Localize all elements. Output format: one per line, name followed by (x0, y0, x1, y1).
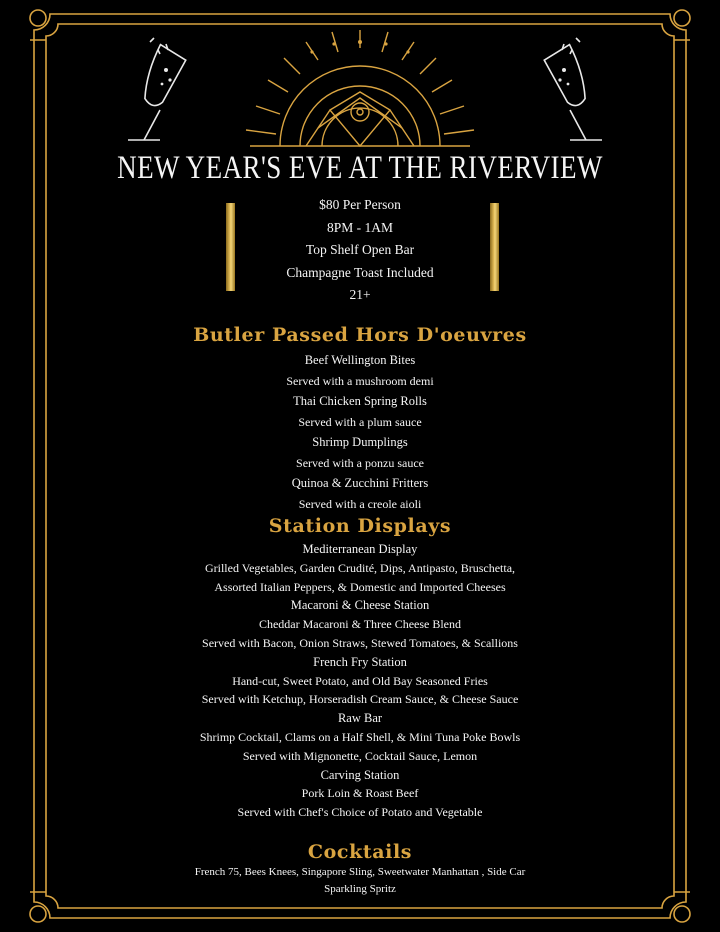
section-cocktails (60, 839, 660, 865)
item-name: Thai Chicken Spring Rolls (293, 394, 427, 408)
champagne-glass-icon (530, 36, 610, 148)
item-name: Beef Wellington Bites (304, 353, 416, 367)
info-time: 8PM - 1AM (326, 219, 393, 235)
section-heading: Station Displays (268, 515, 452, 537)
section-stations (60, 513, 660, 539)
item-desc: Served with Mignonette, Cocktail Sauce, Lemon (242, 748, 478, 763)
list-item (60, 540, 660, 596)
item-desc: Served with a ponzu sauce (296, 455, 424, 470)
info-bar: Top Shelf Open Bar (305, 242, 415, 257)
item-desc: Grilled Vegetables, Garden Crudité, Dips, Antipasto, Bruschetta, (204, 560, 516, 575)
item-desc: Cheddar Macaroni & Three Cheese Blend (258, 617, 462, 632)
list-item (60, 473, 660, 514)
item-desc: Assorted Italian Peppers, & Domestic and Imported Cheeses (214, 579, 506, 594)
item-name: Quinoa & Zucchini Fritters (291, 476, 429, 490)
item-name: Raw Bar (337, 711, 383, 726)
item-desc: Served with Chef's Choice of Potato and Vegetable (237, 805, 483, 820)
cocktail-line: Sparkling Spritz (324, 883, 396, 895)
item-desc: Served with a mushroom demi (286, 373, 434, 388)
event-info (60, 194, 660, 307)
cocktails-list (60, 864, 660, 898)
list-item (60, 766, 660, 822)
info-age: 21+ (349, 287, 371, 302)
list-item (60, 350, 660, 391)
info-toast: Champagne Toast Included (286, 264, 434, 280)
item-desc: Served with Bacon, Onion Straws, Stewed Tomatoes, & Scallions (202, 635, 518, 650)
list-item (60, 432, 660, 473)
item-desc: Served with a creole aioli (298, 496, 422, 511)
list-item (60, 653, 660, 709)
item-name: Mediterranean Display (302, 542, 418, 556)
item-desc: Shrimp Cocktail, Clams on a Half Shell, & Mini Tuna Poke Bowls (199, 729, 521, 744)
list-item (60, 596, 660, 652)
item-desc: Served with Ketchup, Horseradish Cream Sauce, & Cheese Sauce (201, 692, 519, 707)
section-heading: Butler Passed Hors D'oeuvres (193, 324, 527, 346)
sunburst-ornament-icon (230, 28, 490, 150)
champagne-glass-icon (120, 36, 200, 148)
stations-list (60, 540, 660, 822)
section-heading: Cocktails (307, 841, 413, 863)
list-item (60, 391, 660, 432)
item-name: Shrimp Dumplings (312, 435, 408, 449)
hors-list (60, 350, 660, 514)
page-title: NEW YEAR'S EVE AT THE RIVERVIEW (117, 150, 603, 186)
item-desc: Pork Loin & Roast Beef (301, 786, 419, 801)
section-hors (60, 322, 660, 348)
list-item (60, 709, 660, 765)
item-desc: Served with a plum sauce (298, 414, 422, 429)
item-name: Carving Station (320, 767, 400, 782)
item-name: Macaroni & Cheese Station (290, 598, 430, 613)
item-name: French Fry Station (313, 654, 407, 669)
cocktail-line: French 75, Bees Knees, Singapore Sling, Sweetwater Manhattan , Side Car (194, 866, 526, 878)
item-desc: Hand-cut, Sweet Potato, and Old Bay Seasoned Fries (232, 673, 488, 688)
info-price: $80 Per Person (319, 197, 401, 212)
